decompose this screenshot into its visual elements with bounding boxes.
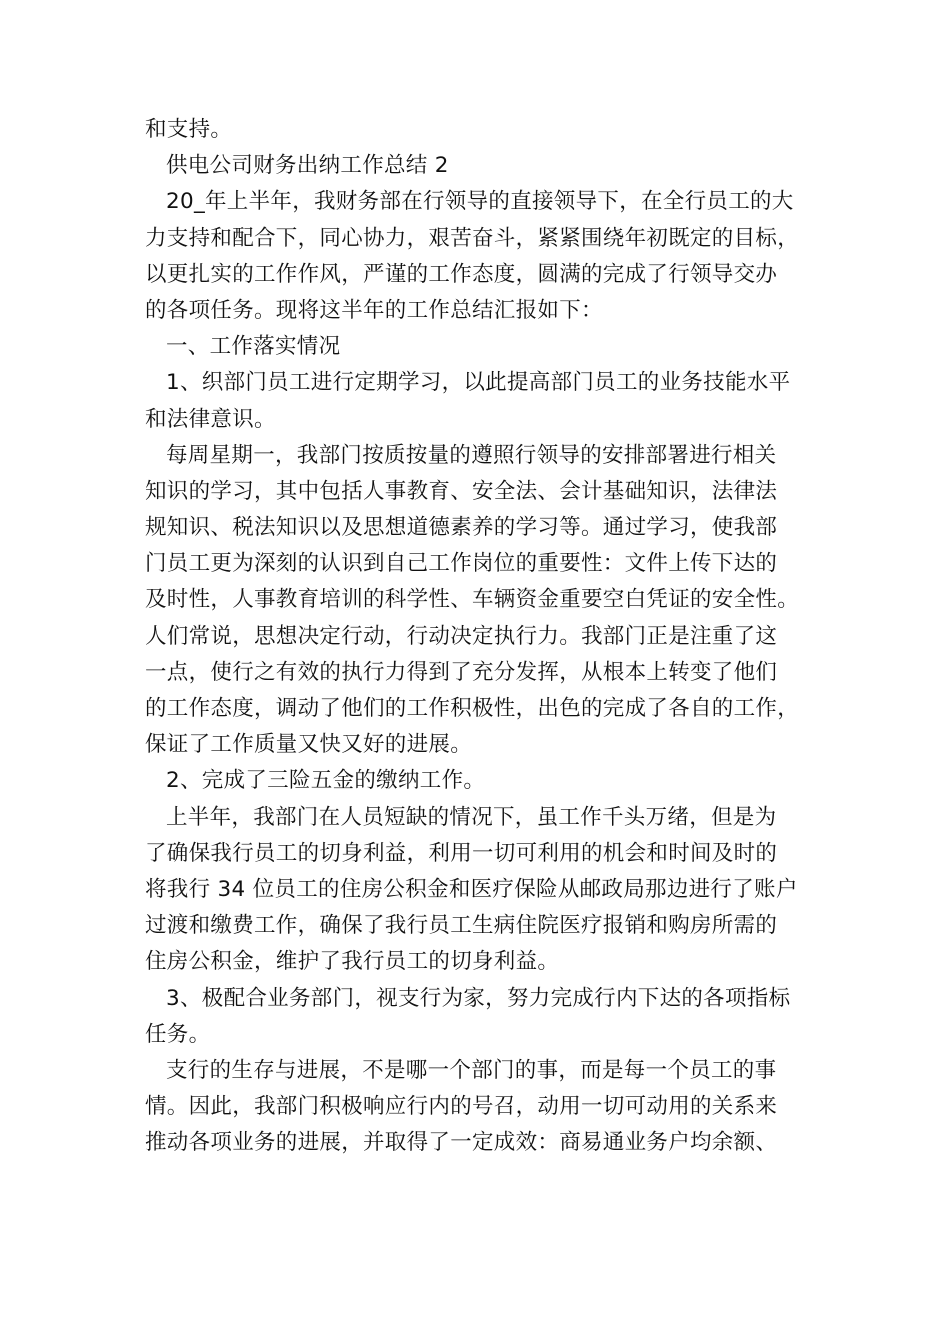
text-line: 人们常说，思想决定行动，行动决定执行力。我部门正是注重了这 <box>145 623 778 649</box>
text-line: 将我行 34 位员工的住房公积金和医疗保险从邮政局那边进行了账户 <box>145 876 798 902</box>
text-line: 的工作态度，调动了他们的工作积极性，出色的完成了各自的工作， <box>145 696 800 721</box>
text-line: 一点，使行之有效的执行力得到了充分发挥，从根本上转变了他们 <box>145 659 778 685</box>
section-title: 供电公司财务出纳工作总结 2 <box>166 153 449 179</box>
text-line: 门员工更为深刻的认识到自己工作岗位的重要性：文件上传下达的 <box>145 551 778 577</box>
text-line: 任务。 <box>145 1021 211 1047</box>
section-heading: 一、工作落实情况 <box>166 334 341 360</box>
text-line: 过渡和缴费工作，确保了我行员工生病住院医疗报销和购房所需的 <box>145 913 778 939</box>
text-line: 推动各项业务的进展，并取得了一定成效：商易通业务户均余额、 <box>145 1130 778 1156</box>
text-line: 情。因此，我部门积极响应行内的号召，动用一切可动用的关系来 <box>145 1094 778 1120</box>
text-line: 规知识、税法知识以及思想道德素养的学习等。通过学习，使我部 <box>145 515 778 541</box>
text-line: 和支持。 <box>145 117 233 142</box>
text-line: 每周星期一，我部门按质按量的遵照行领导的安排部署进行相关 <box>166 442 777 468</box>
text-line: 支行的生存与进展，不是哪一个部门的事，而是每一个员工的事 <box>166 1057 777 1083</box>
text-line: 2、完成了三险五金的缴纳工作。 <box>166 768 486 794</box>
text-line: 和法律意识。 <box>145 406 276 432</box>
text-line: 住房公积金，维护了我行员工的切身利益。 <box>145 949 560 975</box>
text-line: 1、织部门员工进行定期学习，以此提高部门员工的业务技能水平 <box>166 370 791 396</box>
text-line: 知识的学习，其中包括人事教育、安全法、会计基础知识，法律法 <box>145 478 778 504</box>
text-line: 20_年上半年，我财务部在行领导的直接领导下，在全行员工的大 <box>166 189 794 215</box>
text-line: 3、极配合业务部门，视支行为家，努力完成行内下达的各项指标 <box>166 985 791 1011</box>
text-line: 力支持和配合下，同心协力，艰苦奋斗，紧紧围绕年初既定的目标， <box>145 225 800 251</box>
text-line: 以更扎实的工作作风，严谨的工作态度，圆满的完成了行领导交办 <box>145 261 778 287</box>
text-line: 了确保我行员工的切身利益，利用一切可利用的机会和时间及时的 <box>145 840 778 866</box>
text-line: 保证了工作质量又快又好的进展。 <box>145 732 473 758</box>
text-line: 上半年，我部门在人员短缺的情况下，虽工作千头万绪，但是为 <box>166 804 777 830</box>
text-line: 及时性，人事教育培训的科学性、车辆资金重要空白凭证的安全性。 <box>145 587 800 613</box>
document-body <box>145 112 825 1161</box>
text-line: 的各项任务。现将这半年的工作总结汇报如下： <box>145 297 603 323</box>
